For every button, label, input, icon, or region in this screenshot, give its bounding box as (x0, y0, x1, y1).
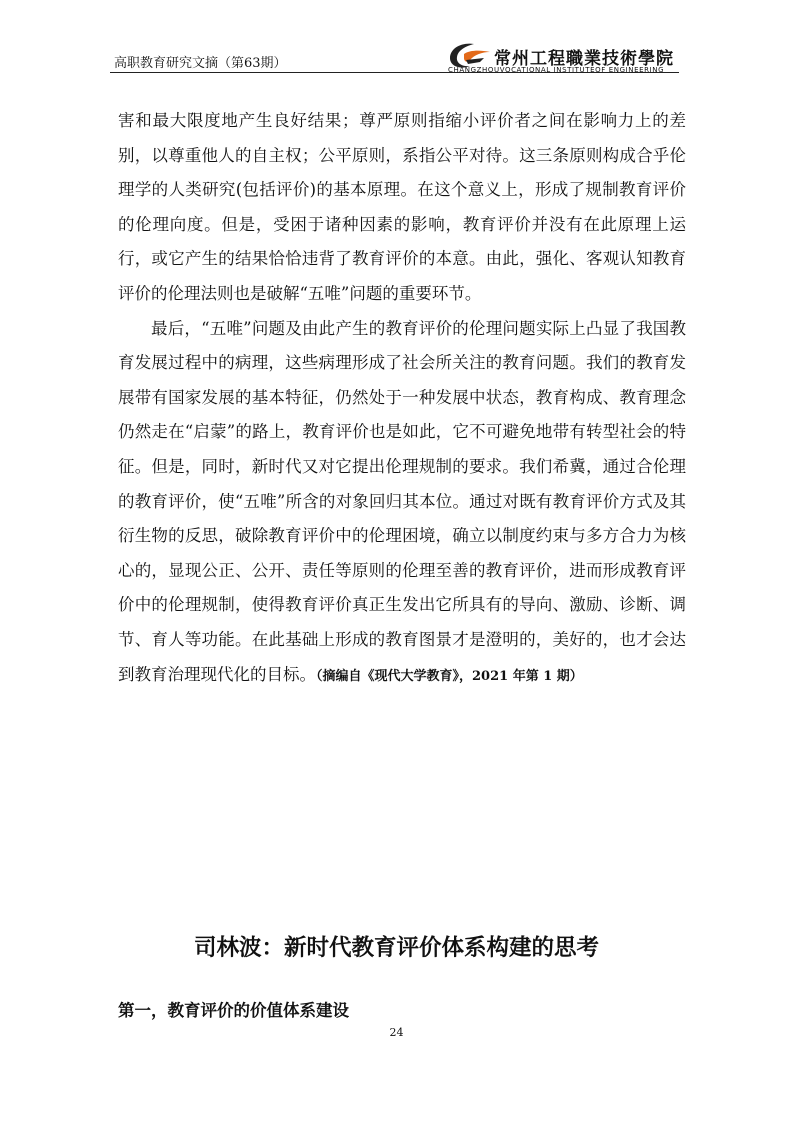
institution-logo (440, 40, 680, 80)
logo-english-name: CHANGZHOUVOCATIONAL INSTITUTEOF ENGINEERING (448, 66, 665, 74)
header-rule (110, 72, 679, 73)
paragraph-text: 最后，“五唯”问题及由此产生的教育评价的伦理问题实际上凸显了我国教育发展过程中的病理，这些病理形成了社会所关注的教育问题。我们的教育发展带有国家发展的基本特征，仍然处于一种发展中状态，教育构成、教育理念仍然走在“启蒙”的路上，教育评价也是如此，它不可避免地带有转型社会的特征。但是，同时，新时代又对它提出伦理规制的要求。我们希冀，通过合伦理的教育评价，使“五唯”所含的对象回归其本位。通过对既有教育评价方式及其衍生物的反思，破除教育评价中的伦理困境，确立以制度约束与多方合力为核心的，显现公正、公开、责任等原则的伦理至善的教育评价，进而形成教育评价中的伦理规制，使得教育评价真正生发出它所具有的导向、激励、诊断、调节、育人等功能。在此基础上形成的教育图景才是澄明的，美好的，也才会达到教育治理现代化的目标。 (118, 318, 686, 684)
article-body (118, 104, 686, 694)
source-note: （摘编自《现代大学教育》，2021 年第 1 期） (316, 668, 583, 684)
body-paragraph (118, 312, 686, 695)
logo-wordmark: 常州工程職業技術學院 (494, 49, 674, 69)
article-title: 司林波：新时代教育评价体系构建的思考 (193, 935, 599, 961)
section-heading: 第一，教育评价的价值体系建设 (118, 1001, 349, 1020)
journal-issue-label: 高职教育研究文摘（第63期） (114, 56, 287, 71)
page-number: 24 (389, 1026, 404, 1039)
body-paragraph: 害和最大限度地产生良好结果；尊严原则指缩小评价者之间在影响力上的差别，以尊重他人的自主权；公平原则，系指公平对待。这三条原则构成合乎伦理学的人类研究(包括评价)的基本原理。在这个意义上，形成了规制教育评价的伦理向度。但是，受困于诸种因素的影响，教育评价并没有在此原理上运行，或它产生的结果恰恰违背了教育评价的本意。由此，强化、客观认知教育评价的伦理法则也是破解“五唯”问题的重要环节。 (118, 111, 686, 303)
